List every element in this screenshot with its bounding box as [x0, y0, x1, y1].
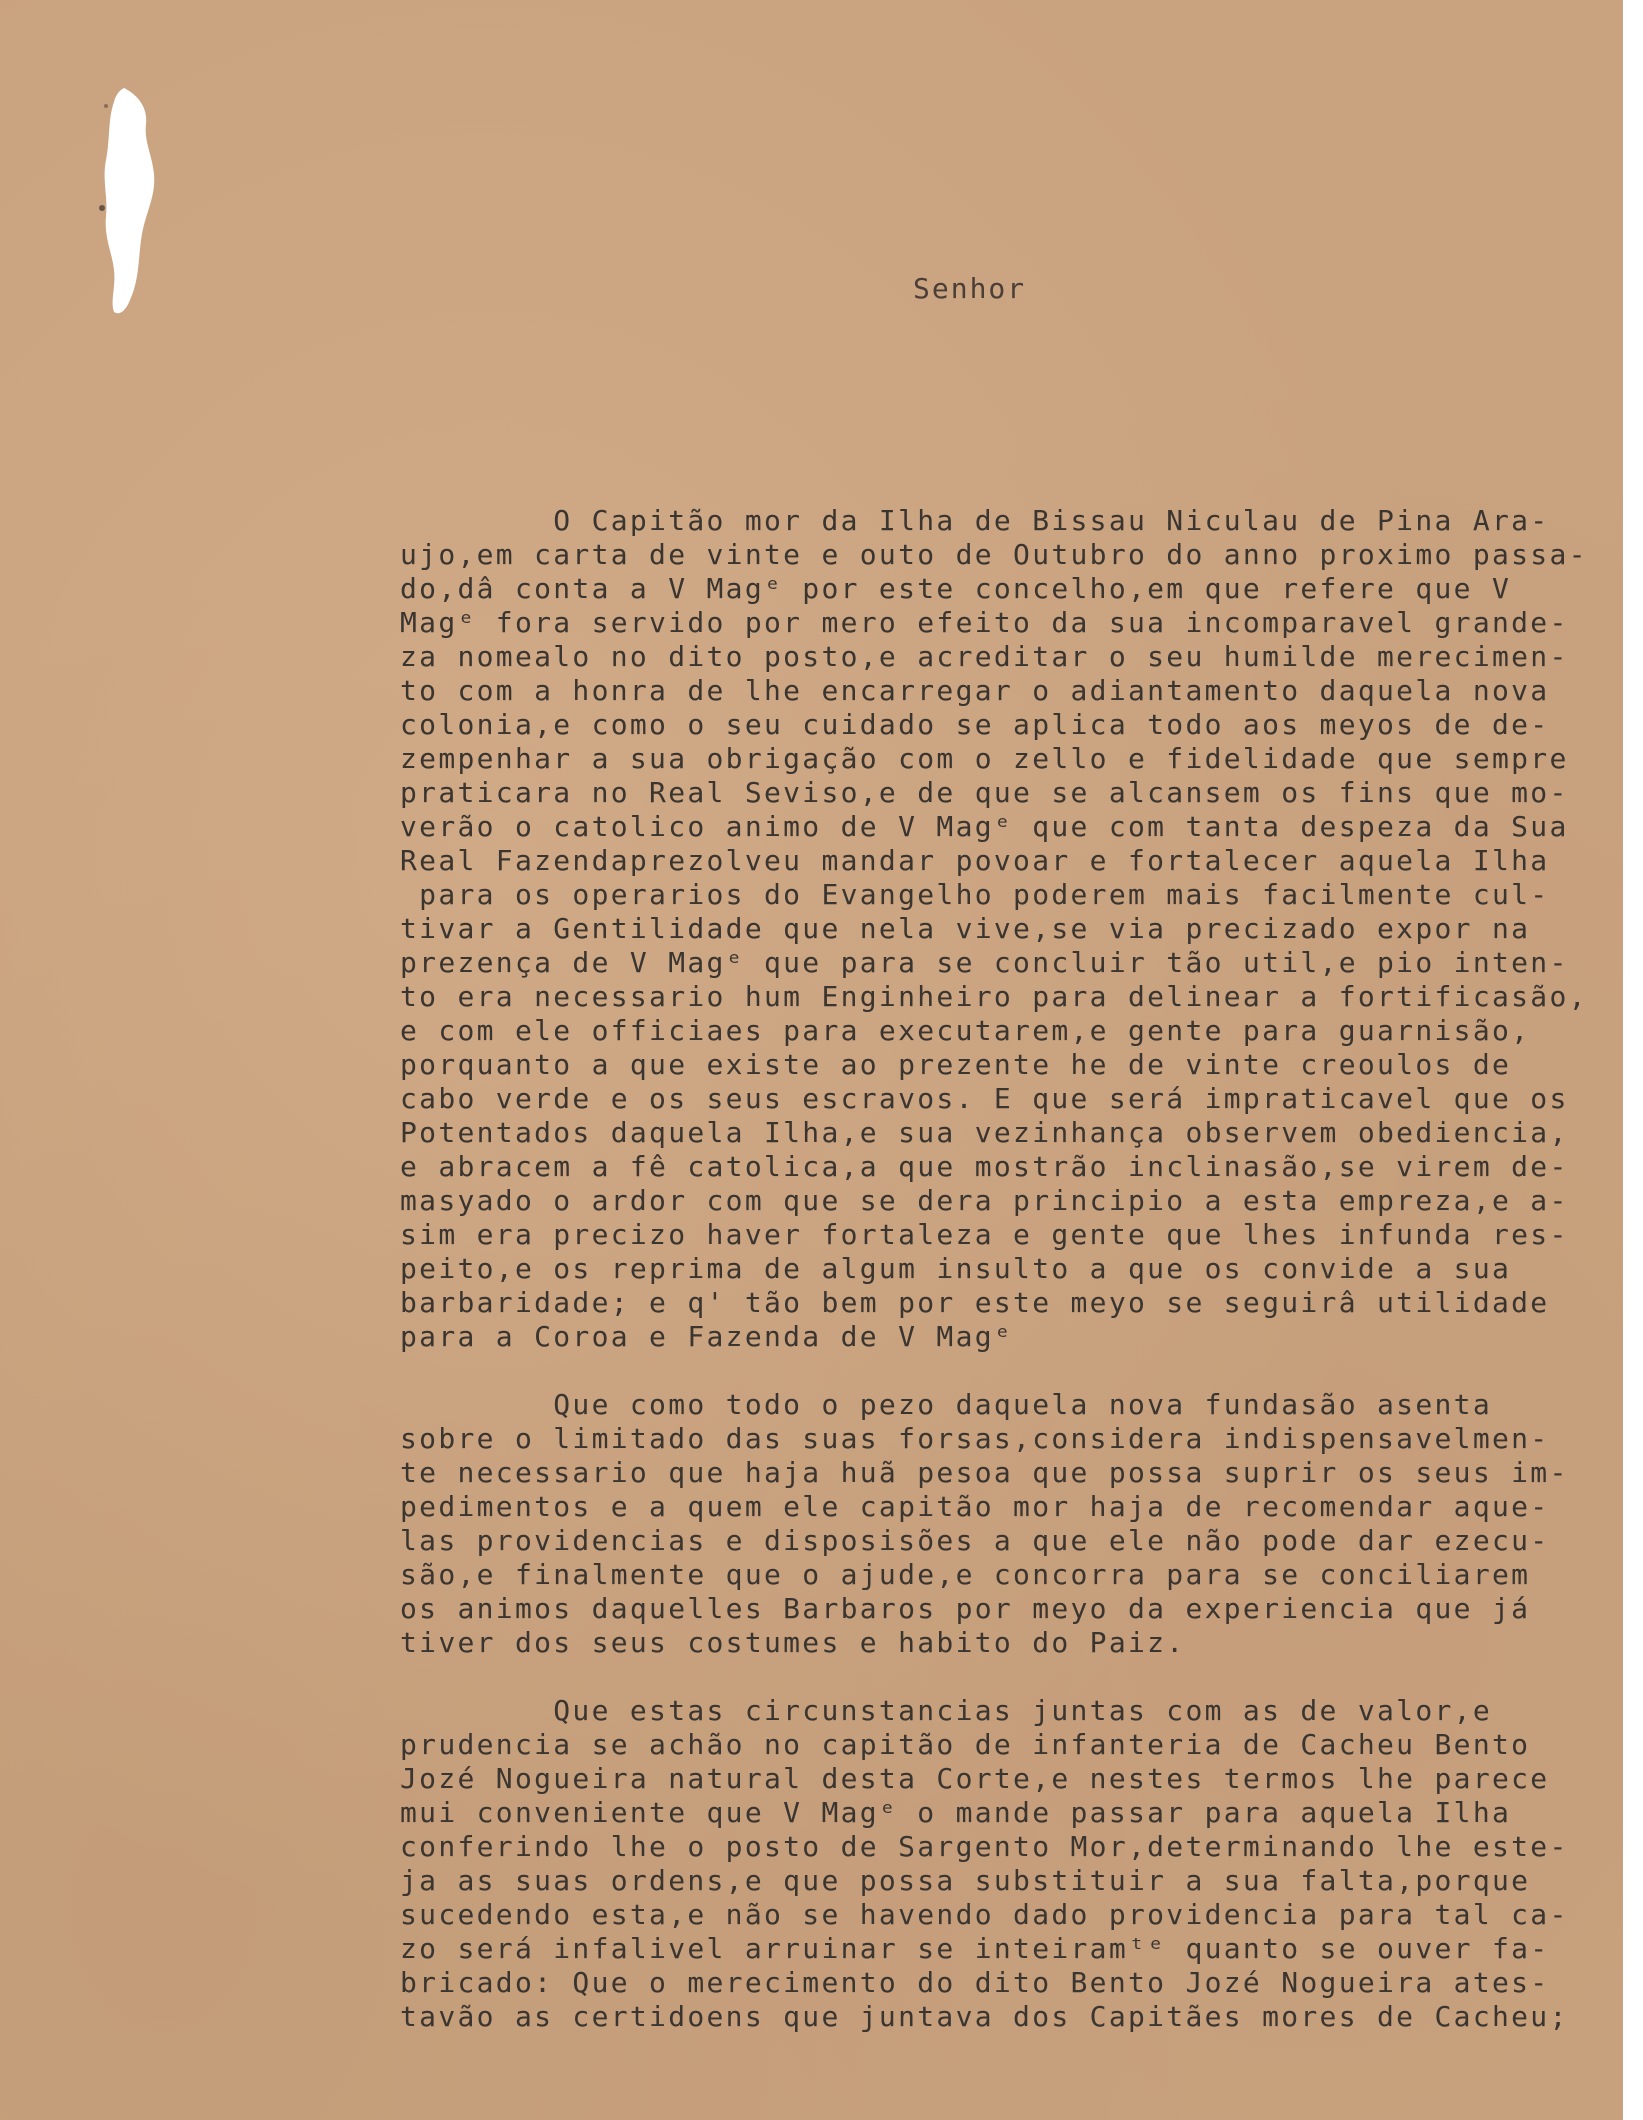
text-line: O Capitão mor da Ilha de Bissau Niculau de Pina Ara-	[400, 504, 1550, 537]
text-line: para a Coroa e Fazenda de V Magᵉ	[400, 1320, 1014, 1353]
text-line: sucedendo esta,e não se havendo dado providencia para tal ca-	[400, 1898, 1569, 1931]
page-edge-margin	[1623, 0, 1633, 2120]
text-line: Que como todo o pezo daquela nova fundasão asenta	[400, 1388, 1492, 1421]
text-line: tavão as certidoens que juntava dos Capitães mores de Cacheu;	[400, 2000, 1569, 2033]
text-line: porquanto a que existe ao prezente he de vinte creoulos de	[400, 1048, 1512, 1081]
text-line: barbaridade; e q' tão bem por este meyo se seguirâ utilidade	[400, 1286, 1550, 1319]
text-line: zempenhar a sua obrigação com o zello e fidelidade que sempre	[400, 742, 1569, 775]
text-line: zo será infalivel arruinar se inteiramᵗᵉ quanto se ouver fa-	[400, 1932, 1550, 1965]
text-line: tiver dos seus costumes e habito do Paiz.	[400, 1626, 1186, 1659]
text-line: Que estas circunstancias juntas com as de valor,e	[400, 1694, 1492, 1727]
paragraph-3	[400, 1694, 1633, 2034]
text-line: tivar a Gentilidade que nela vive,se via precizado expor na	[400, 912, 1531, 945]
text-line: verão o catolico animo de V Magᵉ que com tanta despeza da Sua	[400, 810, 1569, 843]
text-line: cabo verde e os seus escravos. E que será impraticavel que os	[400, 1082, 1569, 1115]
text-line: sim era precizo haver fortaleza e gente que lhes infunda res-	[400, 1218, 1569, 1251]
text-line: mui conveniente que V Magᵉ o mande passar para aquela Ilha	[400, 1796, 1512, 1829]
paper-damage-hole	[96, 88, 160, 318]
letter-body	[400, 504, 1633, 2068]
text-line: Magᵉ fora servido por mero efeito da sua incomparavel grande-	[400, 606, 1569, 639]
text-line: para os operarios do Evangelho poderem mais facilmente cul-	[400, 878, 1550, 911]
text-line: e abracem a fê catolica,a que mostrão inclinasão,se virem de-	[400, 1150, 1569, 1183]
text-line: sobre o limitado das suas forsas,considera indispensavelmen-	[400, 1422, 1550, 1455]
text-line: são,e finalmente que o ajude,e concorra para se conciliarem	[400, 1558, 1531, 1591]
text-line: las providencias e disposisões a que ele não pode dar ezecu-	[400, 1524, 1550, 1557]
text-line: ujo,em carta de vinte e outo de Outubro do anno proximo passa-	[400, 538, 1588, 571]
text-line: conferindo lhe o posto de Sargento Mor,determinando lhe este-	[400, 1830, 1569, 1863]
paragraph-2	[400, 1388, 1633, 1660]
text-line: Real Fazendaprezolveu mandar povoar e fortalecer aquela Ilha	[400, 844, 1550, 877]
text-line: Jozé Nogueira natural desta Corte,e nestes termos lhe parece	[400, 1762, 1550, 1795]
text-line: te necessario que haja huã pesoa que possa suprir os seus im-	[400, 1456, 1569, 1489]
text-line: peito,e os reprima de algum insulto a que os convide a sua	[400, 1252, 1512, 1285]
text-line: praticara no Real Seviso,e de que se alcansem os fins que mo-	[400, 776, 1569, 809]
text-line: pedimentos e a quem ele capitão mor haja de recomendar aque-	[400, 1490, 1550, 1523]
text-line: os animos daquelles Barbaros por meyo da experiencia que já	[400, 1592, 1531, 1625]
paragraph-1	[400, 504, 1633, 1354]
salutation: Senhor	[913, 272, 1027, 305]
text-line: do,dâ conta a V Magᵉ por este concelho,em que refere que V	[400, 572, 1512, 605]
text-line: Potentados daquela Ilha,e sua vezinhança observem obediencia,	[400, 1116, 1569, 1149]
text-line: ja as suas ordens,e que possa substituir a sua falta,porque	[400, 1864, 1531, 1897]
text-line: to com a honra de lhe encarregar o adiantamento daquela nova	[400, 674, 1550, 707]
text-line: e com ele officiaes para executarem,e gente para guarnisão,	[400, 1014, 1531, 1047]
text-line: masyado o ardor com que se dera principio a esta empreza,e a-	[400, 1184, 1569, 1217]
text-line: prudencia se achão no capitão de infanteria de Cacheu Bento	[400, 1728, 1531, 1761]
text-line: colonia,e como o seu cuidado se aplica todo aos meyos de de-	[400, 708, 1550, 741]
text-line: to era necessario hum Enginheiro para delinear a fortificasão,	[400, 980, 1588, 1013]
text-line: bricado: Que o merecimento do dito Bento Jozé Nogueira ates-	[400, 1966, 1550, 1999]
text-line: prezença de V Magᵉ que para se concluir tão util,e pio inten-	[400, 946, 1569, 979]
text-line: za nomealo no dito posto,e acreditar o seu humilde merecimen-	[400, 640, 1569, 673]
